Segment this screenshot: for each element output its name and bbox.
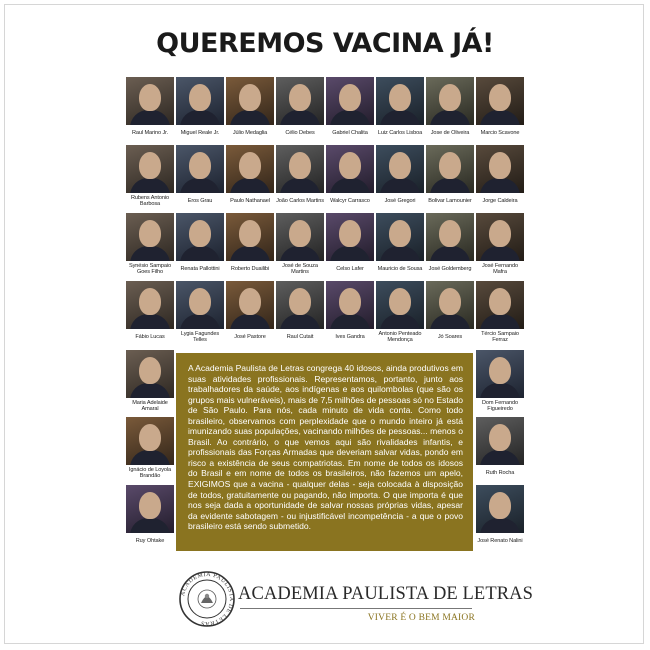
- academy-name: ACADEMIA PAULISTA DE LETRAS: [238, 584, 534, 604]
- svg-text:ACADEMIA PAULISTA DE LETRAS: ACADEMIA PAULISTA DE LETRAS: [180, 571, 235, 627]
- headline: QUEREMOS VACINA JÁ!: [156, 28, 494, 59]
- member-card: [326, 281, 374, 345]
- member-card: [426, 145, 474, 209]
- member-photo: [376, 213, 424, 261]
- member-name: Synésio Sampaio Goes Filho: [128, 263, 172, 275]
- member-photo: [126, 417, 174, 465]
- member-photo: [276, 77, 324, 125]
- member-name: Raul Marino Jr.: [131, 130, 169, 136]
- member-photo: [376, 145, 424, 193]
- member-photo: [126, 213, 174, 261]
- member-card: [426, 77, 474, 141]
- member-card: [426, 213, 474, 277]
- member-photo: [476, 145, 524, 193]
- member-photo: [326, 213, 374, 261]
- member-card: [176, 145, 224, 209]
- academy-seal-logo: [178, 570, 236, 628]
- member-card: [376, 281, 424, 345]
- member-photo: [226, 77, 274, 125]
- member-photo: [126, 350, 174, 398]
- member-card: [176, 281, 224, 345]
- member-photo: [176, 77, 224, 125]
- member-card: [126, 213, 174, 277]
- member-photo: [476, 213, 524, 261]
- member-photo: [276, 281, 324, 329]
- member-name: Roberto Duailibi: [230, 266, 270, 272]
- member-name: Paulo Nathanael: [230, 198, 270, 204]
- member-card: [226, 281, 274, 345]
- member-name: Bolivar Lamounier: [428, 198, 472, 204]
- member-card: [476, 485, 524, 549]
- member-card: [126, 417, 174, 481]
- member-name: José Gregori: [384, 198, 416, 204]
- member-card: [426, 281, 474, 345]
- member-name: Dom Fernando Figueiredo: [481, 400, 519, 412]
- member-name: Jose de Oliveira: [430, 130, 470, 136]
- member-photo: [176, 145, 224, 193]
- member-name: Tércio Sampaio Ferraz: [481, 331, 519, 343]
- member-name: Júlio Medaglia: [232, 130, 268, 136]
- member-photo: [226, 145, 274, 193]
- member-name: Jó Soares: [437, 334, 463, 340]
- member-name: Ives Gandra: [335, 334, 365, 340]
- member-photo: [226, 213, 274, 261]
- member-card: [226, 213, 274, 277]
- member-name: José de Souza Martins: [282, 263, 318, 275]
- member-name: Mauricio de Sousa: [377, 266, 423, 272]
- member-card: [126, 350, 174, 414]
- member-photo: [376, 77, 424, 125]
- member-photo: [476, 350, 524, 398]
- member-photo: [276, 213, 324, 261]
- member-card: [326, 77, 374, 141]
- member-name: Marcio Scavone: [480, 130, 520, 136]
- member-card: [226, 77, 274, 141]
- member-name: Eros Grau: [187, 198, 213, 204]
- member-photo: [176, 213, 224, 261]
- member-name: Miguel Reale Jr.: [180, 130, 220, 136]
- member-photo: [476, 281, 524, 329]
- member-name: Renata Pallottini: [180, 266, 220, 272]
- member-photo: [326, 145, 374, 193]
- member-card: [276, 77, 324, 141]
- member-card: [476, 281, 524, 345]
- member-name: João Carlos Martins: [276, 198, 324, 204]
- member-name: Fábio Lucas: [135, 334, 165, 340]
- member-name: Antonio Penteado Mendonça: [378, 331, 422, 343]
- member-photo: [426, 213, 474, 261]
- member-name: José Goldemberg: [428, 266, 472, 272]
- divider: [240, 608, 472, 609]
- member-card: [126, 145, 174, 209]
- academy-tagline: VIVER É O BEM MAIOR: [367, 613, 475, 623]
- member-card: [176, 213, 224, 277]
- member-name: Luiz Carlos Lisboa: [377, 130, 423, 136]
- member-card: [476, 350, 524, 414]
- member-card: [276, 213, 324, 277]
- member-photo: [126, 145, 174, 193]
- member-card: [126, 281, 174, 345]
- member-name: Lygia Fagundes Telles: [180, 331, 220, 343]
- member-photo: [226, 281, 274, 329]
- member-card: [276, 281, 324, 345]
- member-card: [476, 417, 524, 481]
- member-card: [376, 77, 424, 141]
- member-name: Raul Cutait: [286, 334, 314, 340]
- member-name: Ruy Ohtake: [135, 538, 165, 544]
- member-name: Gabriel Chalita: [332, 130, 368, 136]
- manifesto-text: A Academia Paulista de Letras congrega 40 idosos, ainda produtivos em suas atividades profissionais. Representamos, portanto, junto aos trabalhadores da saúde, aos indígenas e aos quilombolas (que são os grupos mais vulneráveis), mais de 7,5 milhões de pessoas só no Estado de São Paulo. Para nós, cada minuto de vida conta. Como todo brasileiro, observamos com perplexidade que o mundo inteiro já está imunizando suas populações, vacinando milhões de pessoas... menos o Brasil. Ao contrário, o que vemos aqui são rivalidades infantis, e profissionais das Forças Armadas que deveriam salvar vidas, pondo em risco a existência de seus compatriotas. Em nome de todos os idosos do Brasil e em nome de todos os brasileiros, não fazemos um apelo, EXIGIMOS que a vacina - qualquer delas - seja colocada à disposição de todos, gratuitamente ou pagando, não importa. O que importa é que nos seja dada a oportunidade de salvar nossas próprias vidas, apesar da evidente sabotagem - ou injustificável incompetência - a que o povo brasileiro está sendo submetido.: [176, 353, 473, 551]
- member-card: [126, 485, 174, 549]
- member-name: Rubens Antonio Barbosa: [130, 195, 170, 207]
- member-card: [376, 145, 424, 209]
- member-photo: [476, 417, 524, 465]
- member-name: Célio Debes: [285, 130, 315, 136]
- member-photo: [126, 281, 174, 329]
- member-card: [476, 77, 524, 141]
- member-name: Ruth Rocha: [485, 470, 515, 476]
- member-name: Jorge Caldeira: [482, 198, 518, 204]
- member-card: [326, 213, 374, 277]
- member-card: [476, 145, 524, 209]
- member-photo: [376, 281, 424, 329]
- member-name: Maria Adelaide Amaral: [132, 400, 168, 412]
- member-name: Walcyr Carrasco: [330, 198, 370, 204]
- member-card: [376, 213, 424, 277]
- member-photo: [476, 77, 524, 125]
- member-photo: [426, 77, 474, 125]
- member-photo: [426, 281, 474, 329]
- member-name: José Pastore: [234, 334, 266, 340]
- member-photo: [276, 145, 324, 193]
- member-photo: [326, 281, 374, 329]
- member-photo: [126, 485, 174, 533]
- member-photo: [176, 281, 224, 329]
- member-card: [476, 213, 524, 277]
- member-card: [176, 77, 224, 141]
- member-photo: [326, 77, 374, 125]
- member-name: Celso Lafer: [336, 266, 364, 272]
- member-card: [276, 145, 324, 209]
- member-card: [326, 145, 374, 209]
- member-photo: [476, 485, 524, 533]
- member-card: [126, 77, 174, 141]
- member-name: Ignácio de Loyola Brandão: [128, 467, 172, 479]
- member-photo: [126, 77, 174, 125]
- member-card: [226, 145, 274, 209]
- member-name: José Renato Nalini: [477, 538, 523, 544]
- member-photo: [426, 145, 474, 193]
- member-name: José Fernando Mafra: [481, 263, 518, 275]
